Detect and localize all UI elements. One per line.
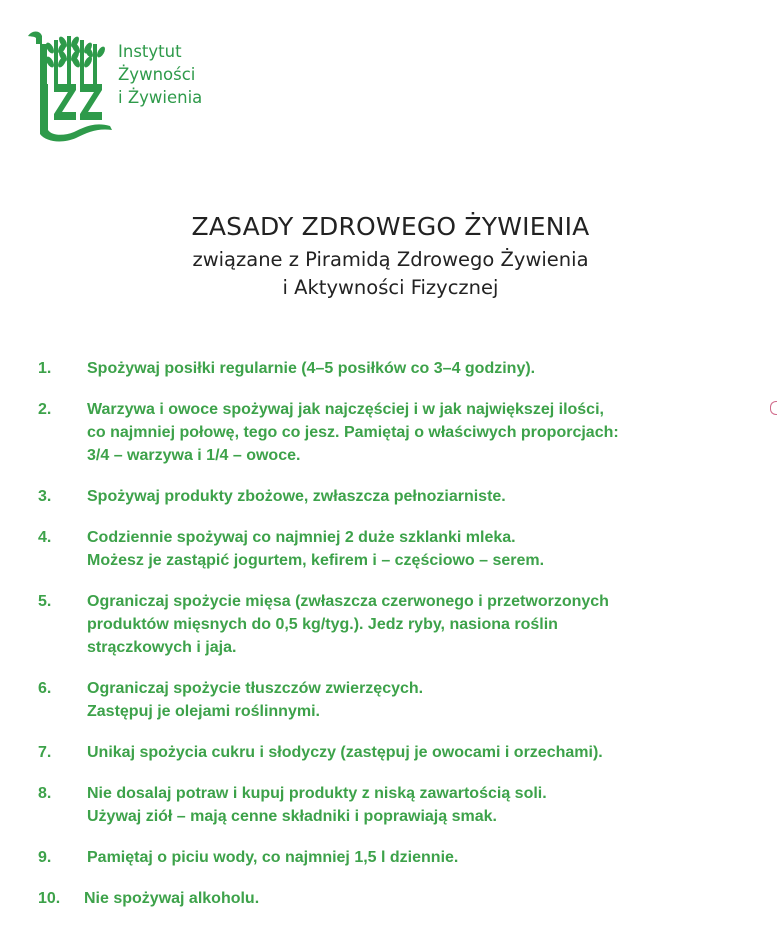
rule-text: Unikaj spożycia cukru i słodyczy (zastępuj je owocami i orzechami). bbox=[87, 744, 603, 761]
subtitle-line-2: i Aktywności Fizycznej bbox=[282, 276, 499, 299]
logo-line-3: i Żywienia bbox=[118, 88, 203, 107]
rule-item bbox=[38, 398, 758, 467]
rule-item bbox=[38, 677, 758, 723]
logo-line-1: Instytut bbox=[118, 42, 182, 61]
rule-text: 3/4 – warzywa i 1/4 – owoce. bbox=[87, 447, 301, 464]
rule-number: 6. bbox=[38, 680, 52, 697]
rule-text: Ograniczaj spożycie mięsa (zwłaszcza czerwonego i przetworzonych bbox=[87, 593, 609, 610]
rule-item bbox=[38, 741, 758, 764]
rule-number: 10. bbox=[38, 890, 61, 907]
rule-text: Ograniczaj spożycie tłuszczów zwierzęcych. bbox=[87, 680, 424, 697]
document-header bbox=[0, 210, 781, 302]
edge-mark bbox=[770, 401, 777, 415]
rule-item bbox=[38, 782, 758, 828]
rule-text: produktów mięsnych do 0,5 kg/tyg.). Jedz ryby, nasiona roślin bbox=[87, 616, 558, 633]
wheat-logo-icon bbox=[24, 18, 116, 143]
rule-text: Nie spożywaj alkoholu. bbox=[84, 890, 260, 907]
page-title: ZASADY ZDROWEGO ŻYWIENIA bbox=[191, 212, 590, 241]
rule-text: Zastępuj je olejami roślinnymi. bbox=[87, 703, 320, 720]
rule-number: 8. bbox=[38, 785, 52, 802]
rule-item bbox=[38, 357, 758, 380]
subtitle-line-1: związane z Piramidą Zdrowego Żywienia bbox=[192, 248, 589, 271]
logo-line-2: Żywności bbox=[118, 65, 196, 84]
rule-number: 1. bbox=[38, 360, 52, 377]
rule-text: strączkowych i jaja. bbox=[87, 639, 237, 656]
rule-text: Spożywaj posiłki regularnie (4–5 posiłków co 3–4 godziny). bbox=[87, 360, 536, 377]
rule-item bbox=[38, 887, 758, 910]
rule-text: Możesz je zastąpić jogurtem, kefirem i – częściowo – serem. bbox=[87, 552, 545, 569]
rule-item bbox=[38, 590, 758, 659]
rule-text: Spożywaj produkty zbożowe, zwłaszcza pełnoziarniste. bbox=[87, 488, 506, 505]
rule-number: 9. bbox=[38, 849, 52, 866]
rule-number: 5. bbox=[38, 593, 52, 610]
rule-text: co najmniej połowę, tego co jesz. Pamiętaj o właściwych proporcjach: bbox=[87, 424, 619, 441]
rule-number: 3. bbox=[38, 488, 52, 505]
rule-text: Pamiętaj o piciu wody, co najmniej 1,5 l dziennie. bbox=[87, 849, 459, 866]
rule-text: Warzywa i owoce spożywaj jak najczęściej i w jak największej ilości, bbox=[87, 401, 604, 418]
institute-name bbox=[118, 40, 202, 109]
rule-text: Codziennie spożywaj co najmniej 2 duże szklanki mleka. bbox=[87, 529, 516, 546]
rule-text: Używaj ziół – mają cenne składniki i poprawiają smak. bbox=[87, 808, 497, 825]
rules-list bbox=[38, 357, 758, 928]
rule-number: 4. bbox=[38, 529, 52, 546]
rule-number: 2. bbox=[38, 401, 52, 418]
rule-item bbox=[38, 485, 758, 508]
rule-number: 7. bbox=[38, 744, 52, 761]
rule-item bbox=[38, 526, 758, 572]
rule-text: Nie dosalaj potraw i kupuj produkty z niską zawartością soli. bbox=[87, 785, 547, 802]
rule-item bbox=[38, 846, 758, 869]
institute-logo bbox=[24, 18, 224, 143]
